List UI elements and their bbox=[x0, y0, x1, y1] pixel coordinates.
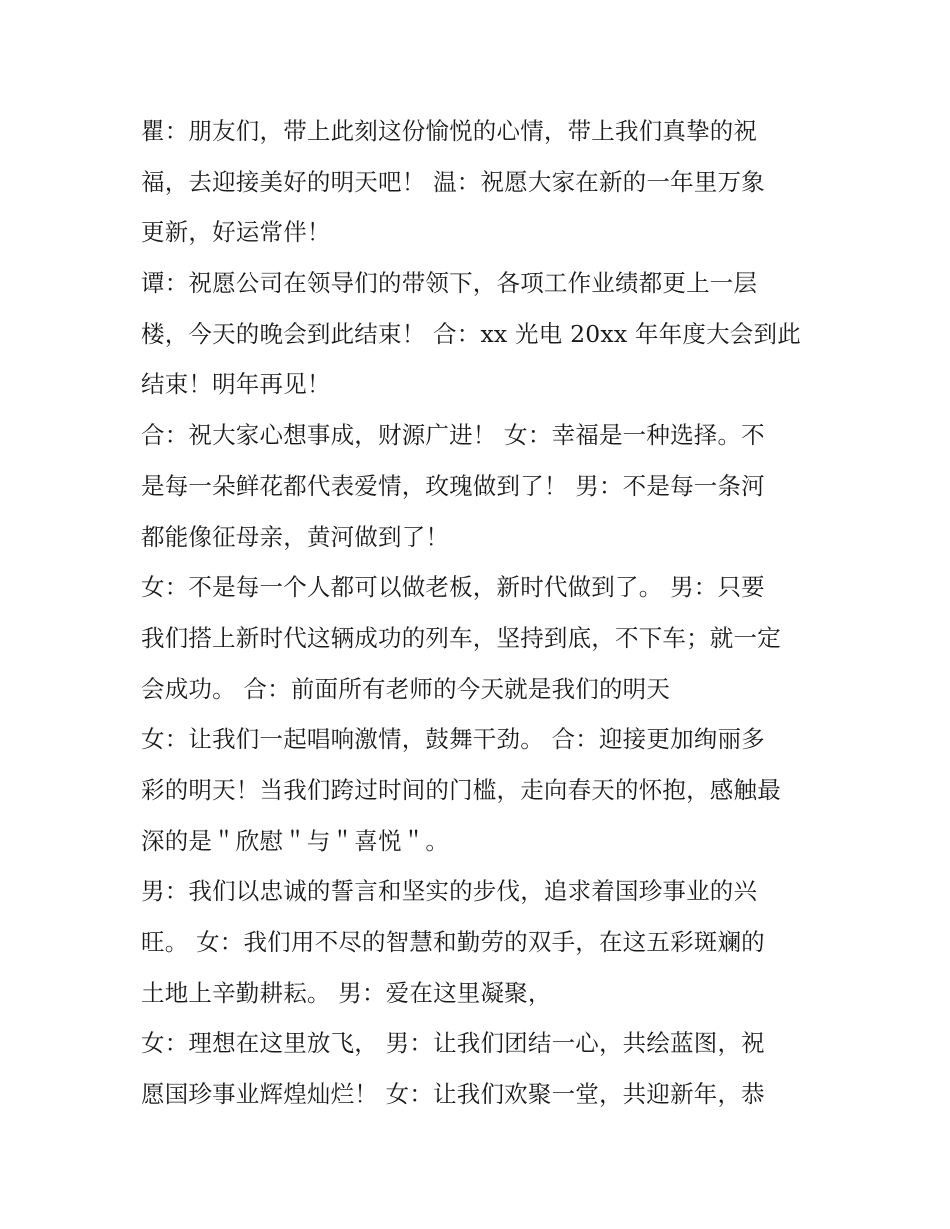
text-line: 谭：祝愿公司在领导们的带领下，各项工作业绩都更上一层 bbox=[141, 269, 758, 298]
text-line: 是每一朵鲜花都代表爱情，玫瑰做到了！ 男：不是每一条河 bbox=[141, 471, 765, 500]
document-body bbox=[141, 106, 821, 1120]
text-line: 都能像征母亲，黄河做到了！ bbox=[141, 522, 450, 551]
text-line: 瞿：朋友们，带上此刻这份愉悦的心情，带上我们真挚的祝 bbox=[141, 117, 758, 145]
text-line: 愿国珍事业辉煌灿烂！ 女：让我们欢聚一堂，共迎新年，恭 bbox=[141, 1080, 765, 1109]
text-line: 土地上辛勤耕耘。 男：爱在这里凝聚， bbox=[141, 978, 552, 1007]
text-line: 结束！明年再见！ bbox=[141, 370, 331, 399]
text-line: 我们搭上新时代这辆成功的列车，坚持到底，不下车；就一定 bbox=[141, 623, 781, 652]
text-line: 更新，好运常伴！ bbox=[141, 218, 331, 247]
text-line: 女：理想在这里放飞， 男：让我们团结一心，共绘蓝图，祝 bbox=[141, 1029, 765, 1058]
text-line: 旺。 女：我们用不尽的智慧和勤劳的双手，在这五彩斑斓的 bbox=[141, 928, 765, 956]
text-line: 合：祝大家心想事成，财源广进！ 女：幸福是一种选择。不 bbox=[141, 421, 765, 450]
text-line: 福，去迎接美好的明天吧！ 温：祝愿大家在新的一年里万象 bbox=[141, 167, 765, 196]
text-line: 楼，今天的晚会到此结束！ 合：xx 光电 20xx 年年度大会到此 bbox=[141, 319, 801, 348]
text-line: 女：让我们一起唱响激情，鼓舞干劲。 合：迎接更加绚丽多 bbox=[141, 725, 765, 754]
text-line: 女：不是每一个人都可以做老板，新时代做到了。 男：只要 bbox=[141, 573, 765, 602]
text-line: 会成功。 合：前面所有老师的今天就是我们的明天 bbox=[141, 674, 671, 703]
text-line: 彩的明天！当我们跨过时间的门槛，走向春天的怀抱，感触最 bbox=[141, 775, 781, 804]
text-line: 男：我们以忠诚的誓言和坚实的步伐，追求着国珍事业的兴 bbox=[141, 877, 758, 906]
text-line: 深的是＂欣慰＂与＂喜悦＂。 bbox=[141, 826, 450, 855]
